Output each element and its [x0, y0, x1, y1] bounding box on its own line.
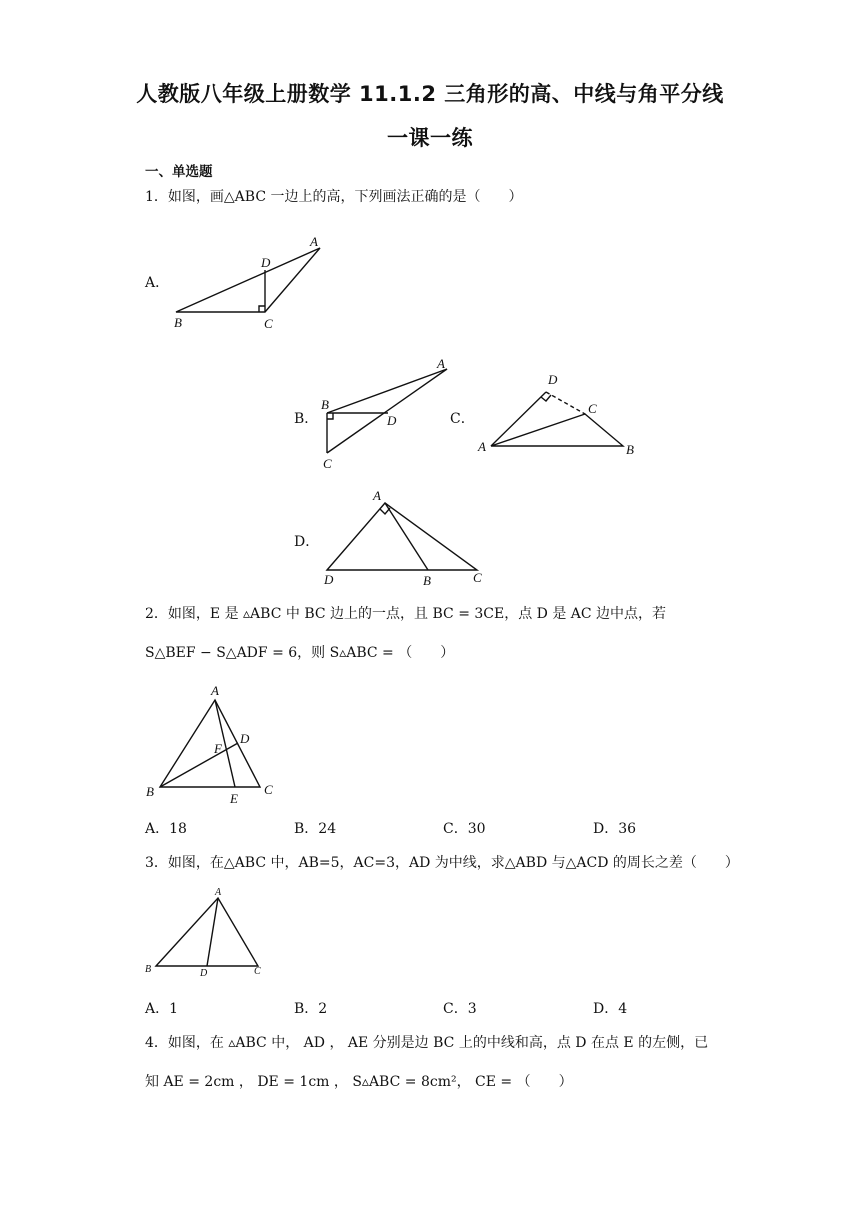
q1a-triangle	[176, 248, 320, 312]
q1c-label-b: B	[626, 442, 634, 457]
q1-figure-d	[315, 485, 495, 590]
q3-triangle	[156, 898, 258, 966]
question-4-stem-line2: 知 AE = 2cm ， DE = 1cm ， S▵ABC = 8cm²， CE = （ ）	[145, 1074, 573, 1090]
q2-option-b: B．24	[294, 821, 337, 837]
q3-option-b: B．2	[294, 1001, 328, 1017]
q1d-segment-ab	[385, 503, 428, 570]
question-3-stem: 3．如图，在△ABC 中，AB=5，AC=3，AD 为中线，求△ABD 与△ACD 的周长之差（ ）	[145, 855, 739, 871]
q1-figure-b	[315, 355, 460, 475]
q1b-side-ca	[327, 369, 447, 453]
q3-label-b: B	[145, 964, 152, 975]
q1a-label-d: D	[261, 255, 271, 270]
q3-option-d: D．4	[593, 1001, 628, 1017]
q1c-altitude	[491, 392, 546, 446]
question-2-stem-line1: 2．如图，E 是 ▵ABC 中 BC 边上的一点，且 BC = 3CE，点 D 是 AC 边中点，若	[145, 606, 667, 622]
q1-option-b-label: B．	[294, 411, 319, 427]
q2-option-c: C．30	[443, 821, 486, 837]
q3-option-c: C．3	[443, 1001, 477, 1017]
q1a-right-angle-mark	[259, 306, 265, 312]
q1b-label-b: B	[321, 397, 329, 412]
q1c-triangle	[491, 414, 623, 446]
q1b-label-d: D	[387, 413, 397, 428]
q1-option-d-label: D．	[294, 534, 320, 550]
q1-option-a-label: A．	[145, 275, 170, 291]
q3-label-d: D	[200, 968, 208, 979]
q1d-label-a: A	[373, 488, 381, 503]
q1a-label-a: A	[310, 234, 318, 249]
q3-figure	[140, 882, 280, 982]
q1b-label-a: A	[437, 356, 445, 371]
q1d-label-c: C	[473, 570, 482, 585]
q1d-right-angle-mark	[380, 508, 390, 514]
q1c-label-a: A	[478, 439, 486, 454]
q1b-side-ba	[327, 369, 447, 413]
question-4-stem-line1: 4．如图，在 ▵ABC 中， AD ， AE 分别是边 BC 上的中线和高，点 D 在点 E 的左侧，已	[145, 1035, 709, 1051]
q2-option-a: A．18	[145, 821, 187, 837]
q2-label-e: E	[230, 791, 238, 806]
q2-segment-bd	[160, 743, 238, 787]
q2-label-a: A	[211, 683, 219, 698]
q3-label-c: C	[254, 966, 261, 977]
q1-option-c-label: C．	[450, 411, 475, 427]
section-heading: 一、单选题	[145, 164, 213, 180]
question-2-stem-line2: S△BEF − S△ADF = 6，则 S▵ABC = （ ）	[145, 645, 455, 661]
q1c-label-c: C	[588, 401, 597, 416]
q1c-extension-dashed	[546, 392, 585, 414]
q2-label-c: C	[264, 782, 273, 797]
document-title-line2: 一课一练	[387, 126, 473, 150]
question-1-stem: 1．如图，画△ABC 一边上的高，下列画法正确的是（ ）	[145, 189, 523, 205]
q1d-label-d: D	[324, 572, 334, 587]
q1d-label-b: B	[423, 573, 431, 588]
q1a-label-b: B	[174, 315, 182, 330]
q1c-label-d: D	[548, 372, 558, 387]
q2-label-b: B	[146, 784, 154, 799]
q2-option-d: D．36	[593, 821, 637, 837]
q3-option-a: A．1	[145, 1001, 179, 1017]
q1a-label-c: C	[264, 316, 273, 331]
q2-label-f: F	[214, 741, 222, 756]
q1b-label-c: C	[323, 456, 332, 471]
q1b-right-angle-mark	[327, 413, 333, 419]
q2-label-d: D	[240, 731, 250, 746]
q1-figure-c	[475, 368, 645, 460]
q2-figure	[140, 680, 290, 810]
document-title-line1: 人教版八年级上册数学 11.1.2 三角形的高、中线与角平分线	[136, 82, 724, 106]
q1d-triangle	[327, 503, 477, 570]
q1-figure-a	[160, 228, 340, 338]
q3-label-a: A	[215, 887, 222, 898]
